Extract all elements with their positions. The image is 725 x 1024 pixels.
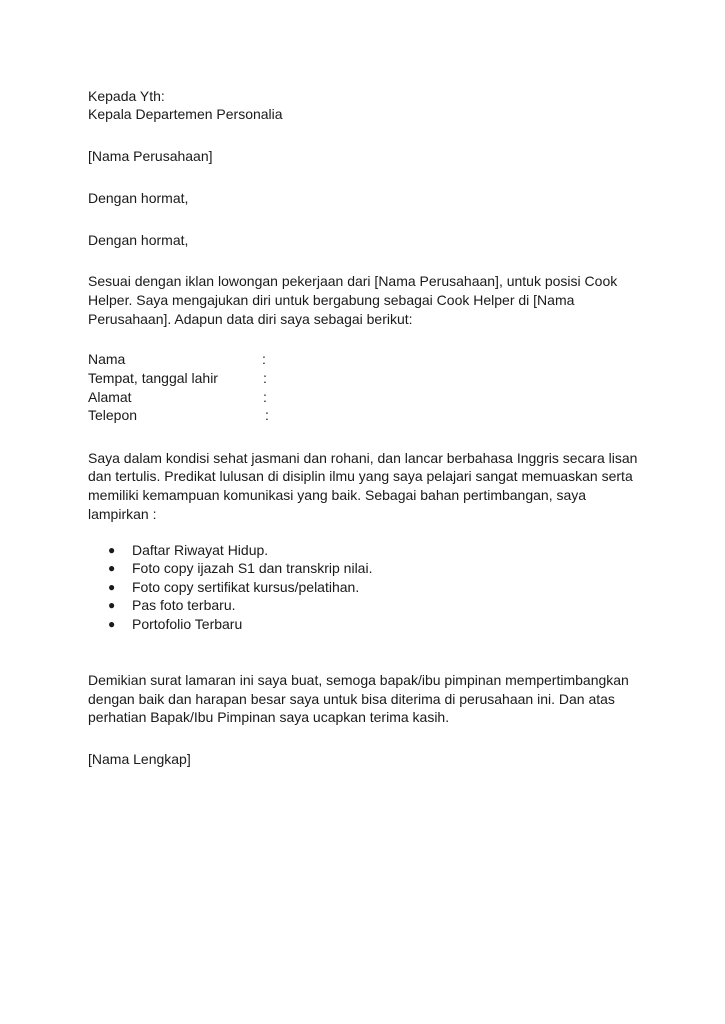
recipient-company: [Nama Perusahaan] [88, 148, 213, 164]
bullet-icon: ● [108, 598, 116, 612]
greeting-2: Dengan hormat, [88, 232, 189, 248]
body-line: memiliki kemampuan komunikasi yang baik. Sebagai bahan pertimbangan, saya [88, 487, 587, 503]
field-colon: : [263, 389, 267, 405]
closing-line: dengan baik dan harapan besar saya untuk bisa diterima di perusahaan ini. Dan atas [88, 691, 615, 707]
bullet-icon: ● [108, 561, 116, 575]
attachment-item: Portofolio Terbaru [132, 616, 243, 632]
field-colon: : [265, 407, 269, 423]
attachment-item: Daftar Riwayat Hidup. [132, 542, 269, 558]
field-colon: : [263, 370, 267, 386]
intro-line: Perusahaan]. Adapun data diri saya sebagai berikut: [88, 311, 413, 327]
intro-line: Sesuai dengan iklan lowongan pekerjaan dari [Nama Perusahaan], untuk posisi Cook [88, 273, 618, 289]
closing-line: Demikian surat lamaran ini saya buat, semoga bapak/ibu pimpinan mempertimbangkan [88, 672, 629, 688]
intro-line: Helper. Saya mengajukan diri untuk bergabung sebagai Cook Helper di [Nama [88, 292, 575, 308]
body-line: Saya dalam kondisi sehat jasmani dan rohani, dan lancar berbahasa Inggris secara lisan [88, 450, 638, 466]
bullet-icon: ● [108, 543, 116, 557]
attachment-item: Pas foto terbaru. [132, 597, 236, 613]
recipient-line-2: Kepala Departemen Personalia [88, 106, 283, 122]
greeting-1: Dengan hormat, [88, 190, 189, 206]
field-label-telepon: Telepon [88, 407, 138, 423]
body-line: dan tertulis. Predikat lulusan di disiplin ilmu yang saya pelajari sangat memuaskan serta [88, 468, 633, 484]
attachment-item: Foto copy ijazah S1 dan transkrip nilai. [132, 560, 373, 576]
signature-name: [Nama Lengkap] [88, 751, 191, 767]
field-colon: : [262, 351, 266, 367]
field-label-nama: Nama [88, 351, 126, 367]
attachment-item: Foto copy sertifikat kursus/pelatihan. [132, 579, 360, 595]
body-line: lampirkan : [88, 506, 157, 522]
recipient-line-1: Kepada Yth: [88, 88, 165, 104]
closing-line: perhatian Bapak/Ibu Pimpinan saya ucapkan terima kasih. [88, 709, 450, 725]
field-label-ttl: Tempat, tanggal lahir [88, 370, 218, 386]
bullet-icon: ● [108, 617, 116, 631]
bullet-icon: ● [108, 580, 116, 594]
field-label-alamat: Alamat [88, 389, 132, 405]
